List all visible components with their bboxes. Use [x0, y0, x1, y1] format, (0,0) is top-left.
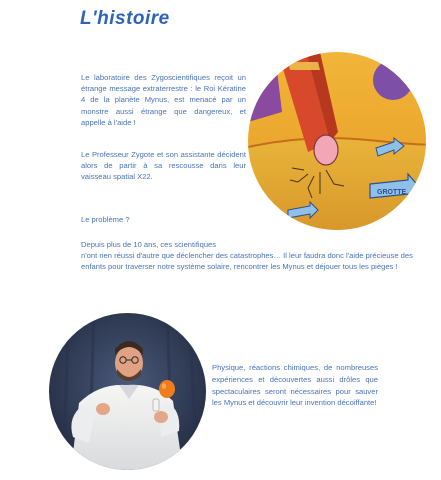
purple-block: [248, 62, 282, 122]
planet-shape: [373, 60, 413, 100]
story-paragraph-departure: Le Professeur Zygote et son assistante décident alors de partir à sa rescousse dans leur vaisseau spatial X22.: [81, 150, 246, 182]
scientist-photo: [49, 313, 206, 470]
scene-illustration-svg: [248, 52, 426, 230]
page-title: L'histoire: [80, 8, 170, 29]
scientist-photo-svg: [49, 313, 206, 470]
pink-stone: [314, 135, 338, 165]
right-hand: [154, 411, 168, 423]
grotte-sign-label: GROTTE: [377, 189, 407, 196]
scene-illustration: [248, 52, 426, 230]
orange-balloon: [159, 380, 175, 398]
story-paragraph-experiments: Physique, réactions chimiques, de nombreuses expériences et découvertes aussi drôles que spectaculaires seront nécessaires pour sauver les Mynus et découvrir leur invention décoiffante!: [212, 363, 378, 408]
left-hand: [96, 403, 110, 415]
story-paragraph-message: Le laboratoire des Zygoscientifiques reçoit un étrange message extraterrestre : le Roi Kératine 4 de la planète Mynus, est menacé par un monstre aussi étrange que dangereux, et appelle à l'aide !: [81, 73, 246, 127]
story-paragraph-scientists-start: Depuis plus de 10 ans, ces scientifiques: [81, 240, 217, 249]
story-paragraph-scientists: n'ont rien réussi d'autre que déclencher des catastrophes… Il leur faudra donc l'aide précieuse des enfants pour traverser notre système solaire, rencontrer les Mynus et déjouer tous les pièges !: [81, 251, 413, 272]
story-paragraph-problem: Le problème ?: [81, 215, 130, 224]
